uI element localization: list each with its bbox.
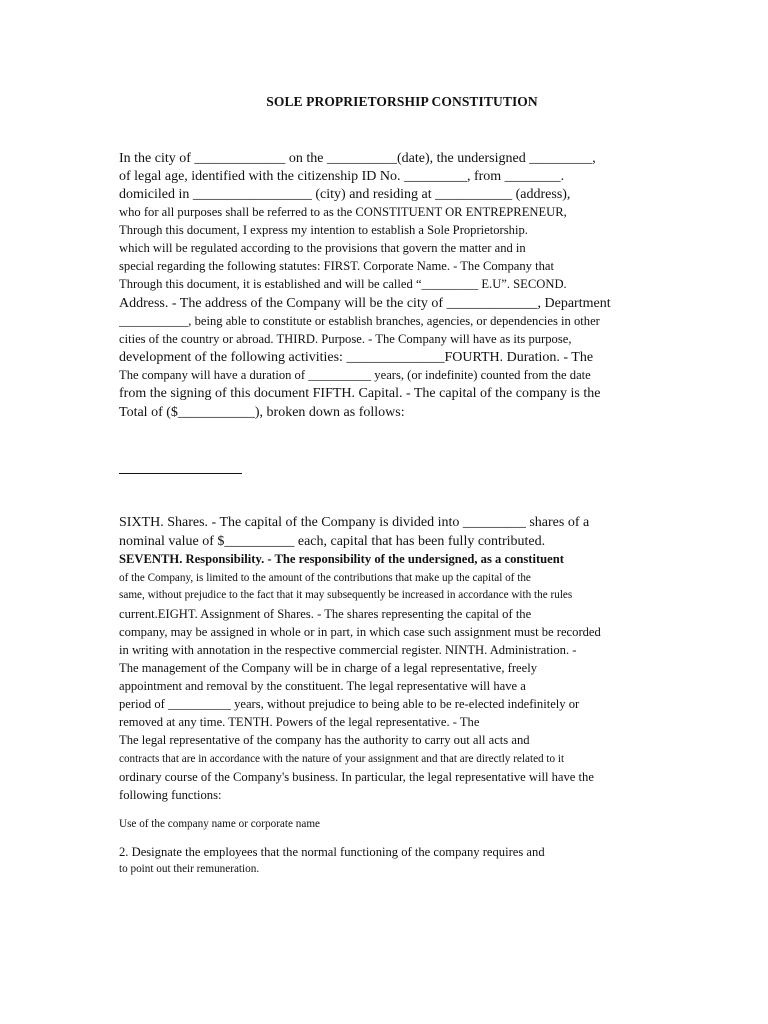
text-line: The management of the Company will be in charge of a legal representative, freely — [119, 661, 537, 675]
text-line: which will be regulated according to the provisions that govern the matter and in — [119, 241, 526, 255]
text-line: domiciled in _________________ (city) and residing at ___________ (address), — [119, 187, 571, 202]
text-line: from the signing of this document FIFTH. Capital. - The capital of the company is the — [119, 386, 601, 401]
text-line: Through this document, it is established and will be called “_________ E.U”. SECOND. — [119, 277, 567, 291]
text-line: Total of ($___________), broken down as follows: — [119, 405, 405, 420]
text-line: period of __________ years, without prejudice to being able to be re-elected indefinitely or — [119, 697, 580, 711]
document-title: SOLE PROPRIETORSHIP CONSTITUTION — [266, 94, 538, 109]
text-line: who for all purposes shall be referred to as the CONSTITUENT OR ENTREPRENEUR, — [119, 205, 567, 219]
text-line: 2. Designate the employees that the normal functioning of the company requires and — [119, 845, 545, 859]
text-line: company, may be assigned in whole or in part, in which case such assignment must be recorded — [119, 625, 601, 639]
text-line: same, without prejudice to the fact that it may subsequently be increased in accordance with the rules — [119, 589, 573, 601]
text-line: ___________, being able to constitute or establish branches, agencies, or dependencies in other — [119, 314, 600, 328]
text-line: cities of the country or abroad. THIRD. Purpose. - The Company will have as its purpose, — [119, 332, 572, 346]
text-line: contracts that are in accordance with the nature of your assignment and that are directly related to it — [119, 753, 565, 765]
text-line: Use of the company name or corporate name — [119, 818, 320, 830]
text-line: ordinary course of the Company's business. In particular, the legal representative will have the — [119, 770, 594, 784]
text-line: Through this document, I express my intention to establish a Sole Proprietorship. — [119, 223, 528, 237]
text-line: in writing with annotation in the respective commercial register. NINTH. Administration. - — [119, 643, 577, 657]
text-line: to point out their remuneration. — [119, 863, 260, 875]
text-line: SIXTH. Shares. - The capital of the Company is divided into _________ shares of a — [119, 515, 590, 530]
text-line: following functions: — [119, 788, 222, 802]
text-line: SEVENTH. Responsibility. - The responsibility of the undersigned, as a constituent — [119, 552, 564, 566]
text-line: The legal representative of the company has the authority to carry out all acts and — [119, 733, 530, 747]
text-line: of the Company, is limited to the amount of the contributions that make up the capital of the — [119, 572, 531, 584]
text-line: current.EIGHT. Assignment of Shares. - The shares representing the capital of the — [119, 607, 532, 621]
text-line: of legal age, identified with the citizenship ID No. _________, from ________. — [119, 169, 565, 184]
text-line: In the city of _____________ on the __________(date), the undersigned _________, — [119, 151, 596, 166]
text-line: nominal value of $__________ each, capital that has been fully contributed. — [119, 534, 546, 549]
text-line: appointment and removal by the constituent. The legal representative will have a — [119, 679, 526, 693]
text-line: The company will have a duration of __________ years, (or indefinite) counted from the date — [119, 368, 591, 382]
blank-signature-line — [119, 473, 242, 474]
text-line: Address. - The address of the Company will be the city of _____________, Department — [119, 296, 611, 311]
text-line: special regarding the following statutes: FIRST. Corporate Name. - The Company that — [119, 259, 554, 273]
text-line: development of the following activities: ______________FOURTH. Duration. - The — [119, 350, 594, 365]
text-line: removed at any time. TENTH. Powers of the legal representative. - The — [119, 715, 480, 729]
